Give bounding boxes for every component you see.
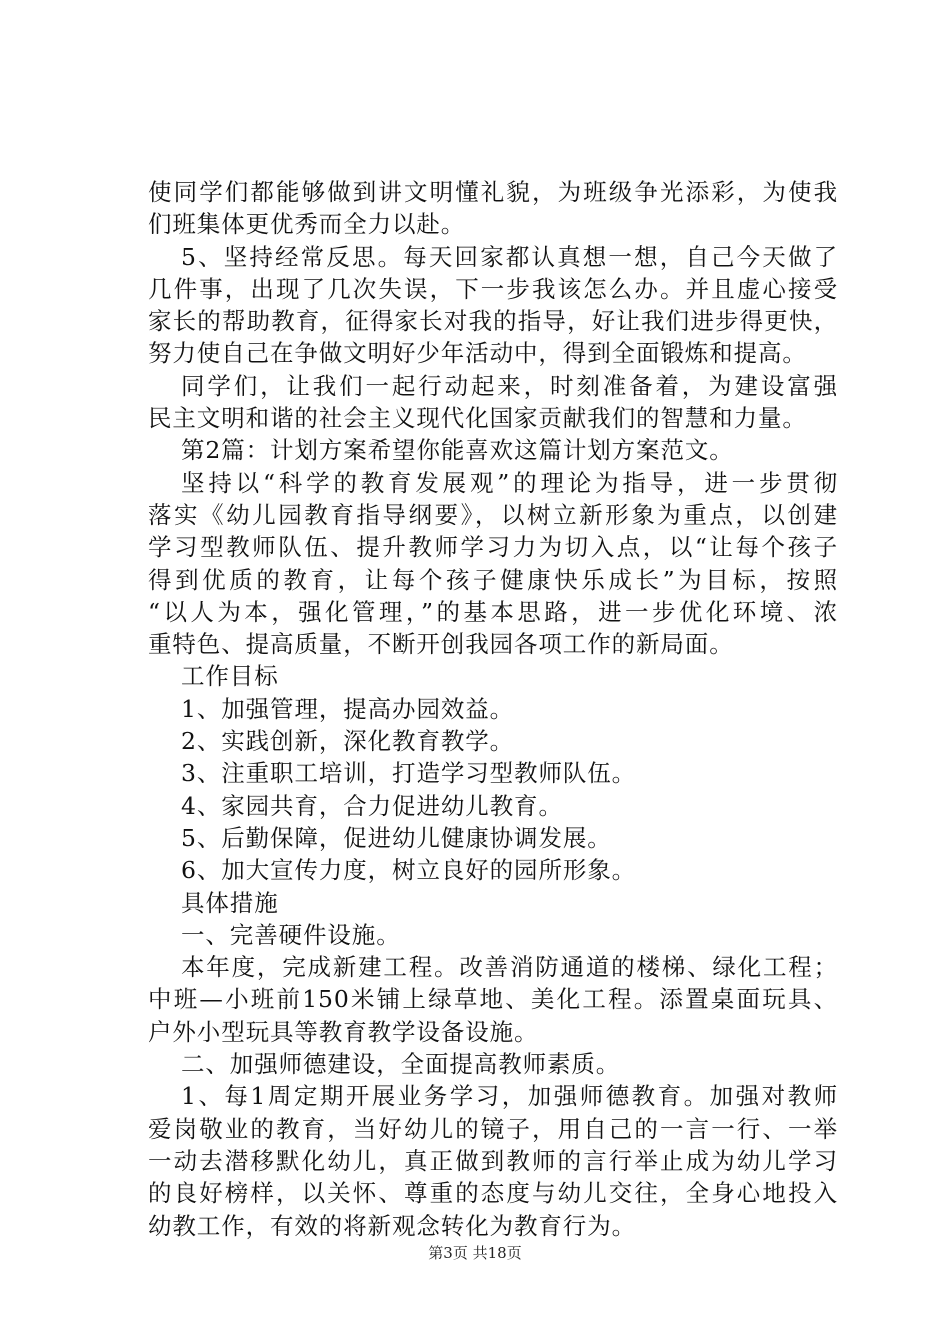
page-number-footer: 第3页 共18页 — [428, 1244, 522, 1262]
text-line: 工作目标 — [181, 662, 279, 691]
text-line: 一、完善硬件设施。 — [181, 920, 401, 949]
text-line: 爱岗敬业的教育，当好幼儿的镜子，用自己的一言一行、一举 — [148, 1114, 838, 1143]
text-line: 同学们，让我们一起行动起来，时刻准备着，为建设富强 — [181, 371, 838, 400]
text-line: 5、后勤保障，促进幼儿健康协调发展。 — [181, 823, 612, 852]
text-line: 5、坚持经常反思。每天回家都认真想一想，自己今天做了 — [181, 242, 838, 271]
text-line: 4、家园共育，合力促进幼儿教育。 — [181, 791, 563, 820]
text-line: 1、每1周定期开展业务学习，加强师德教育。加强对教师 — [181, 1082, 838, 1111]
text-line: 的良好榜样，以关怀、尊重的态度与幼儿交往，全身心地投入 — [148, 1179, 838, 1208]
text-line: 1、加强管理，提高办园效益。 — [181, 694, 515, 723]
text-line: 几件事，出现了几次失误，下一步我该怎么办。并且虚心接受 — [148, 274, 838, 303]
text-line: 学习型教师队伍、提升教师学习力为切入点，以“让每个孩子 — [148, 533, 838, 562]
text-line: 2、实践创新，深化教育教学。 — [181, 727, 515, 756]
text-line: 户外小型玩具等教育教学设备设施。 — [148, 1017, 539, 1046]
text-line: 一动去潜移默化幼儿，真正做到教师的言行举止成为幼儿学习 — [148, 1146, 838, 1175]
text-line: 坚持以“科学的教育发展观”的理论为指导，进一步贯彻 — [181, 468, 838, 497]
text-line: 落实《幼儿园教育指导纲要》，以树立新形象为重点，以创建 — [148, 500, 838, 529]
text-line: 们班集体更优秀而全力以赴。 — [148, 210, 466, 239]
text-line: 使同学们都能够做到讲文明懂礼貌，为班级争光添彩，为使我 — [148, 178, 838, 206]
text-line: 具体措施 — [181, 888, 279, 917]
text-line: 民主文明和谐的社会主义现代化国家贡献我们的智慧和力量。 — [148, 404, 807, 433]
text-line: 3、注重职工培训，打造学习型教师队伍。 — [181, 759, 637, 788]
text-line: 6、加大宣传力度，树立良好的园所形象。 — [181, 856, 637, 885]
text-line: 努力使自己在争做文明好少年活动中，得到全面锻炼和提高。 — [148, 339, 807, 368]
text-line: 二、加强师德建设，全面提高教师素质。 — [181, 1050, 621, 1079]
text-line: 中班—小班前150米铺上绿草地、美化工程。添置桌面玩具、 — [148, 985, 838, 1014]
text-line: 得到优质的教育，让每个孩子健康快乐成长”为目标，按照 — [148, 565, 838, 594]
text-line: 第2篇：计划方案希望你能喜欢这篇计划方案范文。 — [181, 436, 734, 465]
document-body — [148, 176, 838, 1242]
text-line: 家长的帮助教育，征得家长对我的指导，好让我们进步得更快， — [148, 307, 838, 336]
text-line: “以人为本，强化管理，”的基本思路，进一步优化环境、浓 — [148, 597, 838, 626]
text-line: 重特色、提高质量，不断开创我园各项工作的新局面。 — [148, 630, 734, 659]
text-line: 本年度，完成新建工程。改善消防通道的楼梯、绿化工程； — [181, 953, 838, 982]
text-line: 幼教工作，有效的将新观念转化为教育行为。 — [148, 1211, 636, 1240]
